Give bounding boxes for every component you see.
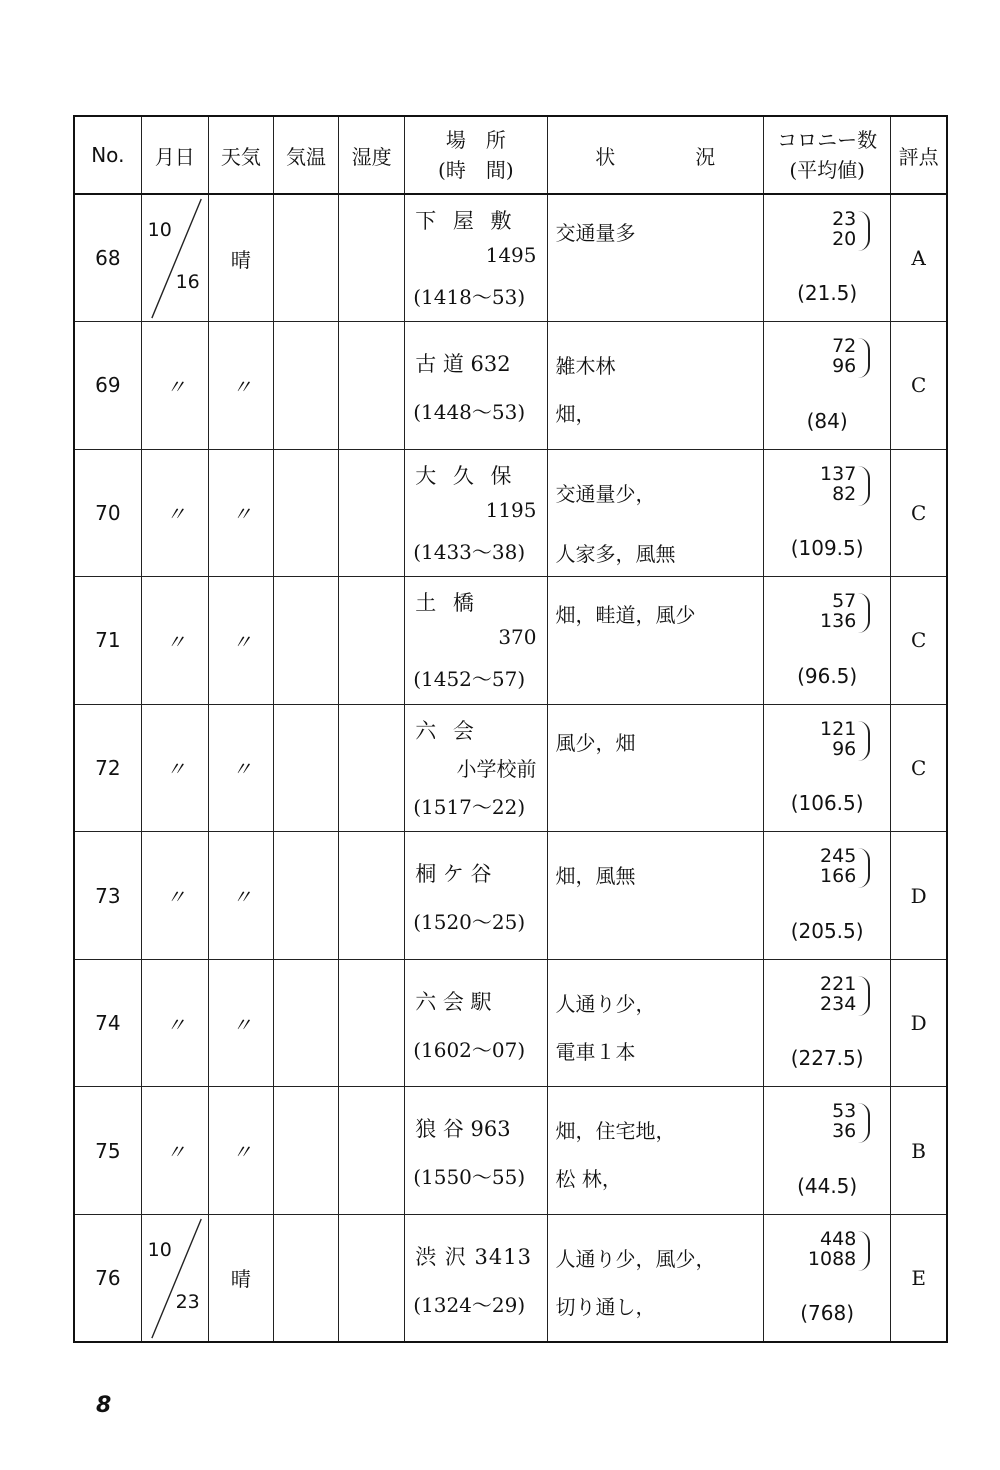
status-line2: 切り通し，	[555, 1294, 656, 1319]
colony-count-2: 82	[832, 482, 857, 505]
row-no-text: 75	[95, 1138, 121, 1163]
row-status	[547, 1087, 763, 1215]
row-grade	[891, 704, 947, 832]
row-date	[141, 704, 208, 832]
row-colony	[764, 449, 891, 577]
colony-average: (21.5)	[797, 281, 858, 306]
row-no-text: 70	[95, 500, 121, 525]
row-weather	[208, 1214, 273, 1342]
brace-shape	[858, 721, 870, 761]
row-weather	[208, 959, 273, 1087]
row-date	[141, 449, 208, 577]
place-time: (1433～38)	[413, 539, 526, 564]
brace-shape	[858, 211, 870, 251]
row-humidity	[339, 322, 405, 450]
row-colony	[764, 959, 891, 1087]
status-line1: 人通り少，風少，	[555, 1246, 716, 1271]
row-place	[405, 449, 547, 577]
colony-average: (768)	[800, 1301, 855, 1325]
ditto-mark: 〃	[231, 885, 250, 909]
colony-count-1: 137	[820, 462, 857, 485]
row-grade-text: C	[910, 500, 927, 525]
ditto-mark: 〃	[231, 629, 250, 654]
header-date	[141, 116, 208, 194]
row-grade	[891, 1087, 947, 1215]
header-place-line2: (時 間)	[438, 158, 514, 182]
colony-count-1: 245	[820, 845, 857, 868]
ditto-mark: 〃	[165, 629, 184, 654]
place-number: 小学校前	[456, 756, 537, 781]
row-date	[141, 1087, 208, 1215]
date-day: 16	[175, 271, 200, 294]
row-grade-text: C	[910, 628, 927, 653]
status-line1: 人通り少，	[555, 991, 656, 1016]
table-row	[74, 959, 947, 1087]
header-colony	[764, 116, 891, 194]
ditto-mark: 〃	[231, 757, 250, 782]
row-temperature	[273, 577, 338, 705]
header-colony-line2: (平均値)	[789, 158, 865, 182]
row-colony	[764, 577, 891, 705]
colony-average: (44.5)	[797, 1173, 858, 1198]
colony-count-1: 221	[820, 972, 857, 995]
colony-average: (84)	[806, 408, 848, 433]
brace-shape	[858, 1231, 870, 1271]
row-grade-text: D	[910, 1011, 927, 1036]
header-place-line1: 場 所	[445, 128, 506, 152]
row-humidity	[339, 1087, 405, 1215]
header-no	[74, 116, 141, 194]
colony-count-1: 57	[832, 590, 857, 613]
row-place	[405, 959, 547, 1087]
row-weather	[208, 322, 273, 450]
row-temperature	[273, 959, 338, 1087]
table-row	[74, 322, 947, 450]
row-place	[405, 704, 547, 832]
place-time: (1324～29)	[413, 1292, 526, 1317]
row-grade-text: C	[910, 755, 927, 780]
row-temperature	[273, 832, 338, 960]
place-time: (1448～53)	[413, 400, 526, 425]
row-no	[74, 577, 141, 705]
header-status	[547, 116, 763, 194]
row-place	[405, 832, 547, 960]
row-no	[74, 1214, 141, 1342]
row-no-text: 74	[95, 1011, 121, 1036]
row-weather	[208, 194, 273, 322]
place-time: (1550～55)	[413, 1165, 526, 1190]
row-weather	[208, 577, 273, 705]
row-place	[405, 1214, 547, 1342]
row-no	[74, 322, 141, 450]
row-date	[141, 1214, 208, 1342]
row-date	[141, 959, 208, 1087]
row-humidity	[339, 959, 405, 1087]
row-status	[547, 959, 763, 1087]
colony-average: (106.5)	[790, 791, 864, 816]
colony-count-2: 96	[832, 737, 857, 760]
colony-count-2: 36	[832, 1120, 857, 1143]
table-row	[74, 577, 947, 705]
row-colony	[764, 1214, 891, 1342]
row-humidity	[339, 577, 405, 705]
colony-count-2: 234	[820, 992, 857, 1015]
row-no	[74, 832, 141, 960]
ditto-mark: 〃	[165, 374, 184, 399]
row-status	[547, 832, 763, 960]
colony-record-table	[73, 115, 948, 1343]
row-no	[74, 194, 141, 322]
row-temperature	[273, 322, 338, 450]
row-humidity	[339, 194, 405, 322]
row-grade	[891, 449, 947, 577]
table-row	[74, 1087, 947, 1215]
row-grade	[891, 832, 947, 960]
row-status	[547, 1214, 763, 1342]
ditto-mark: 〃	[231, 1012, 250, 1037]
row-date	[141, 322, 208, 450]
brace-shape	[858, 466, 870, 506]
row-humidity	[339, 832, 405, 960]
row-humidity	[339, 1214, 405, 1342]
row-weather	[208, 449, 273, 577]
row-date	[141, 832, 208, 960]
date-day: 23	[175, 1291, 200, 1313]
place-time: (1520～25)	[413, 910, 526, 935]
status-line1: 交通量多	[555, 221, 636, 245]
row-no	[74, 449, 141, 577]
date-month: 10	[147, 219, 172, 241]
row-grade	[891, 322, 947, 450]
row-status	[547, 194, 763, 322]
colony-average: (227.5)	[790, 1046, 864, 1071]
place-name: 土 橋	[415, 591, 479, 616]
place-name: 桐 ケ 谷	[415, 862, 492, 887]
row-no-text: 76	[95, 1265, 121, 1290]
row-humidity	[339, 704, 405, 832]
status-line1: 風少，畑	[555, 730, 636, 755]
row-temperature	[273, 704, 338, 832]
place-number: 1195	[485, 497, 537, 522]
brace-shape	[858, 1103, 870, 1143]
header-place	[405, 116, 547, 194]
header-temperature	[273, 116, 338, 194]
place-name: 大 久 保	[415, 463, 517, 488]
row-grade	[891, 194, 947, 322]
row-no-text: 68	[95, 246, 121, 271]
colony-count-2: 96	[832, 355, 857, 378]
table-row	[74, 449, 947, 577]
status-line1: 交通量少，	[555, 481, 656, 506]
header-weather	[208, 116, 273, 194]
header-temperature-text: 気温	[285, 144, 326, 169]
status-line1: 畑，住宅地，	[555, 1119, 676, 1144]
row-temperature	[273, 1214, 338, 1342]
row-weather-text: 晴	[230, 247, 251, 272]
row-grade-text: E	[911, 1265, 926, 1290]
row-colony	[764, 832, 891, 960]
table-row	[74, 1214, 947, 1342]
header-humidity	[339, 116, 405, 194]
row-no	[74, 959, 141, 1087]
colony-count-2: 166	[820, 865, 857, 888]
row-grade-text: D	[910, 883, 927, 908]
colony-average: (205.5)	[790, 918, 864, 943]
row-humidity	[339, 449, 405, 577]
colony-count-1: 53	[832, 1100, 857, 1123]
place-name: 六 会 駅	[415, 989, 492, 1014]
ditto-mark: 〃	[165, 1012, 184, 1037]
header-grade	[891, 116, 947, 194]
place-name: 下 屋 敷	[415, 209, 517, 233]
colony-count-2: 1088	[807, 1247, 857, 1270]
row-no-text: 71	[95, 628, 121, 653]
date-slash	[142, 1215, 208, 1341]
place-time: (1517～22)	[413, 794, 526, 819]
ditto-mark: 〃	[165, 757, 184, 782]
row-status	[547, 577, 763, 705]
place-name: 狼 谷 963	[415, 1117, 511, 1142]
colony-count-1: 121	[820, 717, 857, 740]
ditto-mark: 〃	[231, 502, 250, 527]
row-status	[547, 449, 763, 577]
place-time: (1418～53)	[413, 285, 526, 309]
header-weather-text: 天気	[220, 144, 261, 169]
row-grade-text: A	[911, 246, 926, 271]
place-name: 古 道 632	[415, 352, 511, 377]
date-month: 10	[147, 1238, 172, 1261]
colony-count-1: 72	[832, 335, 857, 358]
brace-shape	[858, 848, 870, 888]
brace-shape	[858, 338, 870, 378]
status-line2: 人家多，風無	[555, 541, 676, 566]
table-row	[74, 194, 947, 322]
place-time: (1602～07)	[413, 1037, 526, 1062]
row-weather	[208, 704, 273, 832]
row-place	[405, 194, 547, 322]
header-date-text: 月日	[154, 144, 195, 169]
ditto-mark: 〃	[165, 1140, 184, 1165]
colony-average: (109.5)	[790, 536, 864, 561]
place-time: (1452～57)	[413, 667, 526, 692]
row-colony	[764, 1087, 891, 1215]
row-no	[74, 704, 141, 832]
row-no	[74, 1087, 141, 1215]
table-row	[74, 832, 947, 960]
header-colony-line1: コロニー数	[777, 128, 878, 152]
row-no-text: 72	[95, 755, 121, 780]
row-weather-text: 晴	[230, 1267, 251, 1292]
place-name: 六 会	[415, 718, 479, 743]
status-line1: 畑，畦道，風少	[555, 603, 696, 628]
status-line1: 畑，風無	[555, 864, 636, 889]
row-no-text: 73	[95, 883, 121, 908]
place-number: 370	[498, 625, 537, 650]
row-weather	[208, 832, 273, 960]
row-temperature	[273, 449, 338, 577]
row-place	[405, 322, 547, 450]
header-humidity-text: 湿度	[351, 144, 392, 169]
row-no-text: 69	[95, 373, 121, 398]
status-line2: 畑，	[555, 402, 596, 427]
date-slash	[142, 195, 208, 321]
row-place	[405, 577, 547, 705]
row-grade-text: C	[910, 373, 927, 398]
row-grade	[891, 959, 947, 1087]
place-number: 1495	[485, 243, 537, 267]
brace-shape	[858, 593, 870, 633]
row-colony	[764, 322, 891, 450]
header-grade-text: 評点	[898, 144, 939, 169]
row-status	[547, 322, 763, 450]
header-status-text: 状 況	[595, 144, 716, 169]
ditto-mark: 〃	[231, 1140, 250, 1165]
colony-count-2: 136	[820, 610, 857, 633]
ditto-mark: 〃	[165, 502, 184, 527]
row-colony	[764, 704, 891, 832]
row-temperature	[273, 194, 338, 322]
table-row	[74, 704, 947, 832]
place-name: 渋 沢 3413	[415, 1244, 532, 1269]
page-number: 8	[96, 1393, 112, 1418]
row-grade-text: B	[911, 1138, 926, 1163]
status-line2: 松 林，	[555, 1167, 622, 1192]
row-temperature	[273, 1087, 338, 1215]
table-header-row	[74, 116, 947, 194]
row-status	[547, 704, 763, 832]
row-date	[141, 577, 208, 705]
colony-count-2: 20	[832, 228, 857, 250]
row-date	[141, 194, 208, 322]
colony-average: (96.5)	[797, 663, 858, 688]
row-colony	[764, 194, 891, 322]
row-grade	[891, 1214, 947, 1342]
colony-count-1: 23	[832, 208, 857, 230]
row-grade	[891, 577, 947, 705]
header-no-text: No.	[91, 143, 125, 167]
brace-shape	[858, 976, 870, 1016]
status-line2: 電車１本	[555, 1039, 636, 1064]
row-place	[405, 1087, 547, 1215]
row-weather	[208, 1087, 273, 1215]
status-line1: 雑木林	[555, 354, 616, 379]
colony-count-1: 448	[820, 1227, 857, 1250]
ditto-mark: 〃	[165, 885, 184, 909]
ditto-mark: 〃	[231, 374, 250, 399]
